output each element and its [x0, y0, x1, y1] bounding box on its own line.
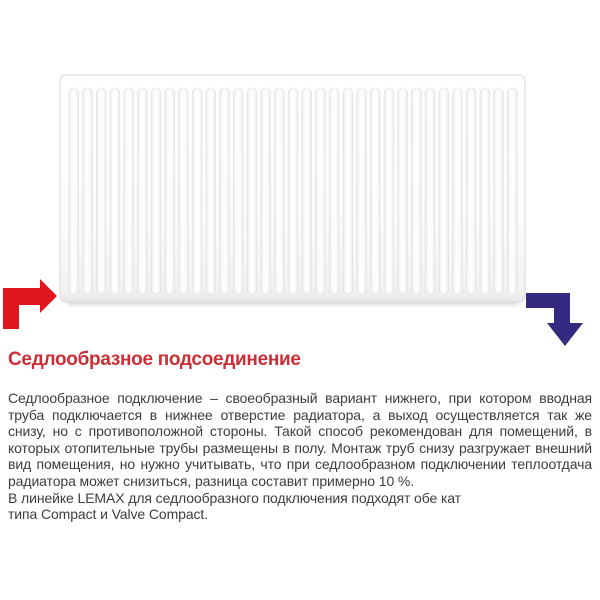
- inlet-arrow-icon: [0, 273, 60, 331]
- inlet-arrow-shape: [3, 279, 57, 329]
- outlet-arrow-shape: [526, 293, 583, 346]
- article-line: труба подключается в нижнее отверстие радиатора, а выход осуществляется так же: [8, 406, 592, 423]
- article-line: В линейке LEMAX для седлообразного подключения подходят обе кат: [8, 489, 461, 506]
- article-line: снизу, но с противоположной стороны. Такой способ рекомендован для помещений, в: [8, 423, 592, 440]
- section-heading: Седлообразное подсоединение: [8, 349, 301, 370]
- article-line: радиатора может снизиться, разница составит примерно 10 %.: [8, 472, 415, 489]
- article-line: вид помещения, но нужно учитывать, что при седлообразном подключении теплоотдача: [8, 456, 592, 473]
- radiator-image: [55, 68, 535, 313]
- article-line: типа Compact и Valve Compact.: [8, 506, 208, 523]
- article-line: которых отопительные трубы размещены в полу. Монтаж труб снизу разгружает внешний: [8, 439, 592, 456]
- article-text: [8, 390, 592, 523]
- outlet-arrow-icon: [524, 290, 586, 350]
- article-line: Седлообразное подключение – своеобразный вариант нижнего, при котором вводная: [8, 390, 592, 406]
